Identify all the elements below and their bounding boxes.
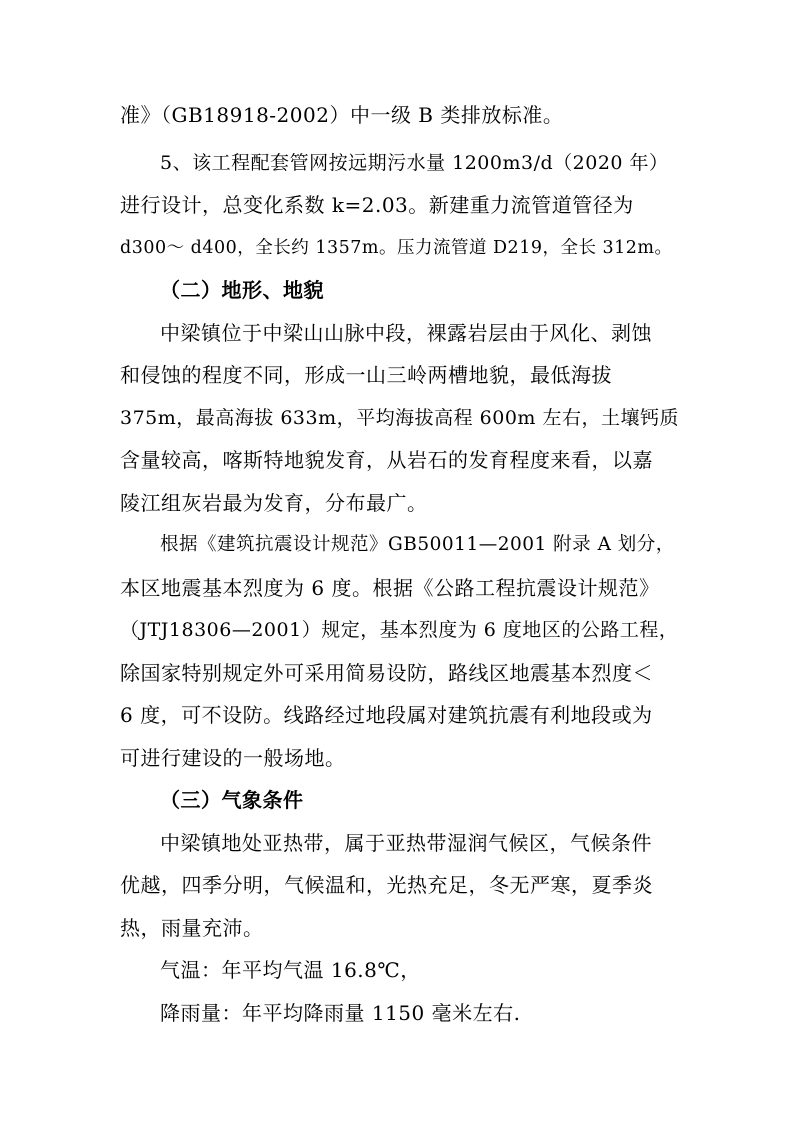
text-line: 中梁镇位于中梁山山脉中段，裸露岩层由于风化、剥蚀	[160, 321, 652, 345]
text-line: 陵江组灰岩最为发育，分布最广。	[120, 491, 428, 515]
text-line: 中梁镇地处亚热带，属于亚热带湿润气候区，气候条件	[160, 831, 652, 855]
text-line: 根据《建筑抗震设计规范》GB50011—2001 附录 A 划分，	[160, 534, 675, 555]
text-line: 准》（GB18918-2002）中一级 B 类排放标准。	[120, 103, 564, 127]
text-line: 含量较高，喀斯特地貌发育，从岩石的发育程度来看，以嘉	[120, 448, 653, 472]
text-line: 进行设计，总变化系数 k=2.03。新建重力流管道管径为	[120, 193, 634, 217]
text-line: 本区地震基本烈度为 6 度。根据《公路工程抗震设计规范》	[120, 576, 660, 600]
text-line: 和侵蚀的程度不同，形成一山三岭两槽地貌，最低海拔	[120, 363, 612, 387]
text-line: 可进行建设的一般场地。	[120, 746, 346, 770]
text-line: 375m，最高海拔 633m，平均海拔高程 600m 左右，土壤钙质	[120, 407, 679, 429]
text-line: 除国家特别规定外可采用简易设防，路线区地震基本烈度＜	[120, 661, 653, 685]
text-line: 气温：年平均气温 16.8℃，	[160, 958, 421, 982]
text-line: 热，雨量充沛。	[120, 916, 264, 940]
text-line: （JTJ18306—2001）规定，基本烈度为 6 度地区的公路工程，	[120, 619, 679, 641]
section-heading: （三）气象条件	[160, 788, 304, 812]
text-line: 降雨量：年平均降雨量 1150 毫米左右.	[160, 1001, 521, 1025]
text-line: 5、该工程配套管网按远期污水量 1200m3/d（2020 年）	[160, 152, 669, 174]
text-line: 6 度，可不设防。线路经过地段属对建筑抗震有利地段或为	[120, 703, 653, 727]
text-line: d300～ d400，全长约 1357m。压力流管道 D219，全长 312m。	[120, 238, 673, 258]
section-heading: （二）地形、地貌	[160, 278, 324, 302]
text-line: 优越，四季分明，气候温和，光热充足，冬无严寒，夏季炎	[120, 873, 653, 897]
